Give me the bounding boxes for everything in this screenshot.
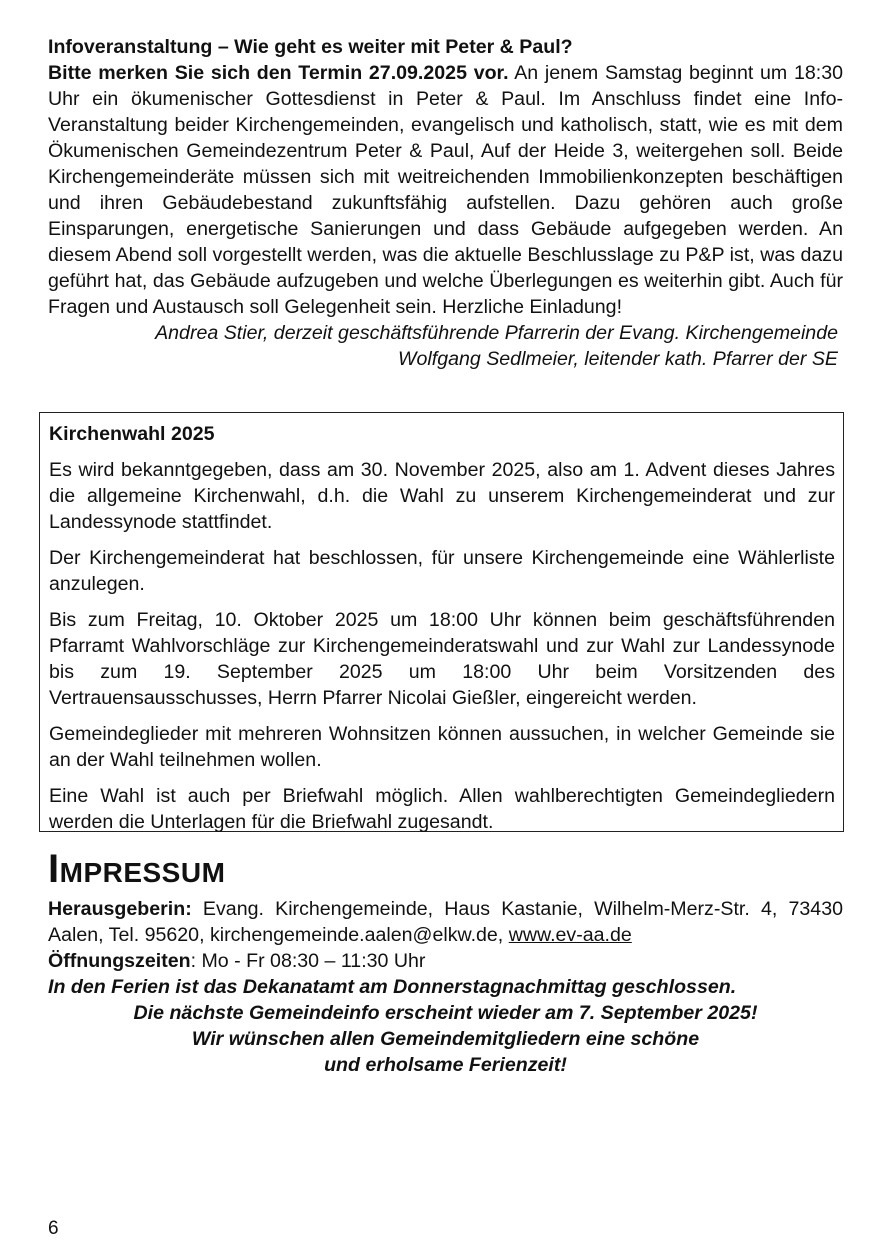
kirchenwahl-paragraph: Eine Wahl ist auch per Briefwahl möglich. Allen wahlberechtigten Gemeindegliedern werden die Unterlagen für die Briefwahl zugesandt. bbox=[49, 785, 835, 833]
holiday-note: In den Ferien ist das Dekanatamt am Donnerstagnachmittag geschlossen. bbox=[48, 976, 737, 998]
kirchenwahl-paragraph: Der Kirchengemeinderat hat beschlossen, für unsere Kirchengemeinde eine Wählerliste anzulegen. bbox=[49, 547, 835, 595]
hours-label: Öffnungszeiten bbox=[48, 950, 191, 972]
page-number: 6 bbox=[48, 1218, 59, 1239]
signature-2: Wolfgang Sedlmeier, leitender kath. Pfarrer der SE bbox=[398, 348, 838, 370]
impressum-heading: Impressum bbox=[48, 847, 226, 891]
publisher-label: Herausgeberin: bbox=[48, 898, 192, 920]
kirchenwahl-box bbox=[39, 412, 844, 832]
impressum-section bbox=[48, 896, 843, 1078]
kirchenwahl-title: Kirchenwahl 2025 bbox=[49, 423, 215, 445]
info-paragraph bbox=[48, 60, 843, 320]
hours-text: : Mo - Fr 08:30 – 11:30 Uhr bbox=[190, 950, 426, 972]
publisher-text: Evang. Kirchengemeinde, Haus Kastanie, Wilhelm-Merz-Str. 4, 73430 Aalen, Tel. 95620, kirchengemeinde.aalen@elkw.de, bbox=[48, 898, 843, 946]
publisher-line bbox=[48, 896, 843, 948]
hours-line bbox=[48, 948, 843, 974]
wish-line-2: und erholsame Ferienzeit! bbox=[324, 1054, 567, 1076]
kirchenwahl-paragraph: Gemeindeglieder mit mehreren Wohnsitzen können aussuchen, in welcher Gemeinde sie an der Wahl teilnehmen wollen. bbox=[49, 723, 835, 771]
next-issue-note: Die nächste Gemeindeinfo erscheint wieder am 7. September 2025! bbox=[133, 1002, 758, 1024]
info-section bbox=[48, 34, 843, 372]
info-lead-bold: Bitte merken Sie sich den Termin 27.09.2025 vor. bbox=[48, 62, 509, 84]
signature-1: Andrea Stier, derzeit geschäftsführende Pfarrerin der Evang. Kirchengemeinde bbox=[155, 322, 838, 344]
info-title: Infoveranstaltung – Wie geht es weiter mit Peter & Paul? bbox=[48, 36, 573, 58]
kirchenwahl-paragraph: Es wird bekanntgegeben, dass am 30. November 2025, also am 1. Advent dieses Jahres die allgemeine Kirchenwahl, d.h. die Wahl zu unserem Kirchengemeinderat und zur Landessynode stattfindet. bbox=[49, 459, 835, 533]
website-link[interactable]: www.ev-aa.de bbox=[508, 924, 632, 946]
info-text: An jenem Samstag beginnt um 18:30 Uhr ein ökumenischer Gottesdienst in Peter & Paul. Im Anschluss findet eine Info-Veranstaltung beider Kirchengemeinden, evangelisch und katholisch, statt, wie es mit dem Ökumenischen Gemeindezentrum Peter & Paul, Auf der Heide 3, weitergehen soll. Beide Kirchengemeinderäte müssen sich mit weitreichenden Immobilienkonzepten beschäftigen und ihren Gebäudebestand zukunftsfähig aufstellen. Dazu gehören auch große Einsparungen, energetische Sanierungen und dass Gebäude aufgegeben werden. An diesem Abend soll vorgestellt werden, was die aktuelle Beschlusslage zu P&P ist, was dazu geführt hat, das Gebäude aufzugeben und welche Überlegungen es weiterhin gibt. Auch für Fragen und Austausch soll Gelegenheit sein. Herzliche Einladung! bbox=[48, 62, 843, 318]
kirchenwahl-paragraph: Bis zum Freitag, 10. Oktober 2025 um 18:00 Uhr können beim geschäftsführenden Pfarramt Wahlvorschläge zur Kirchengemeinderatswahl und zur Wahl zur Landessynode bis zum 19. September 2025 um 18:00 Uhr beim Vorsitzenden des Vertrauensausschusses, Herrn Pfarrer Nicolai Gießler, eingereicht werden. bbox=[49, 609, 835, 709]
wish-line-1: Wir wünschen allen Gemeindemitgliedern eine schöne bbox=[191, 1028, 700, 1050]
